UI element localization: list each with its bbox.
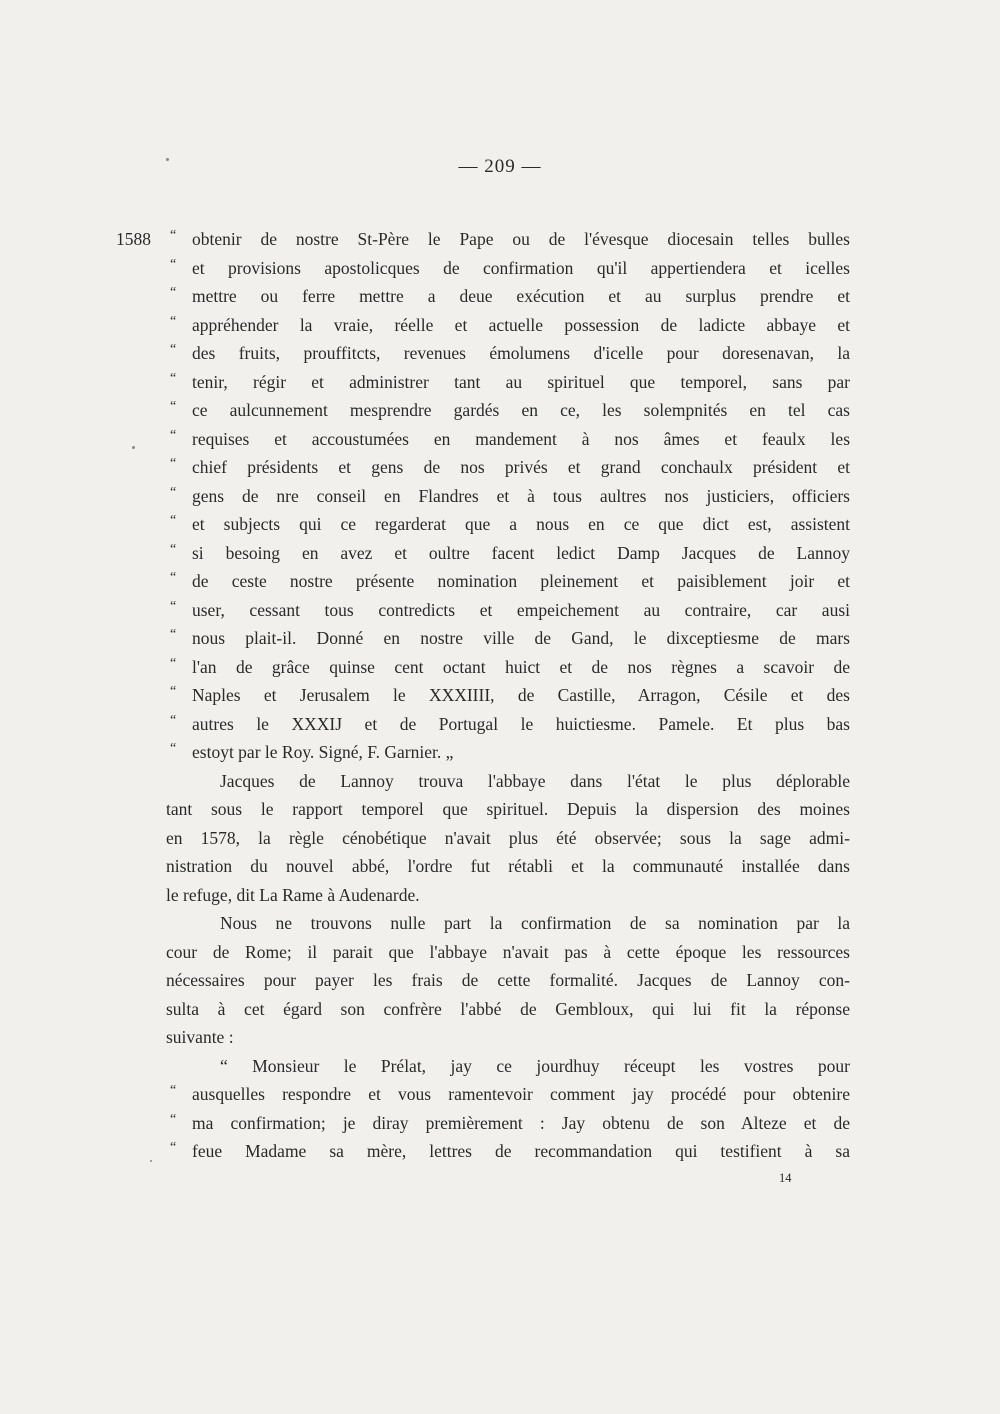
signature-mark: 14 [779,1171,792,1185]
text-line: “ et subjects qui ce regarderat que a nous en ce que dict est, assistent [166,510,850,539]
text-line: suivante : [166,1027,234,1047]
page-number: — 209 — [458,156,542,177]
text-line: nécessaires pour payer les frais de cette formalité. Jacques de Lannoy con- [166,970,850,990]
text-line: “ Naples et Jerusalem le XXXIIII, de Castille, Arragon, Césile et des [166,681,850,710]
text-line: Nous ne trouvons nulle part la confirmation de sa nomination par la [220,913,850,933]
text-line: “ ausquelles respondre et vous ramentevoir comment jay procédé pour obtenire [166,1080,850,1109]
text-line: “ estoyt par le Roy. Signé, F. Garnier. „ [166,738,850,767]
paper-speck [150,1160,152,1162]
text-line: “ appréhender la vraie, réelle et actuelle possession de ladicte abbaye et [166,311,850,340]
text-line: “ Monsieur le Prélat, jay ce jourdhuy réceupt les vostres pour [220,1055,850,1076]
text-line: “ obtenir de nostre St-Père le Pape ou de l'évesque diocesain telles bulles [166,225,850,254]
text-line: “ nous plait-il. Donné en nostre ville de Gand, le dixceptiesme de mars [166,624,850,653]
text-line: “ si besoing en avez et oultre facent ledict Damp Jacques de Lannoy [166,539,850,568]
text-line: en 1578, la règle cénobétique n'avait plus été observée; sous la sage admi- [166,827,850,848]
text-line: “ mettre ou ferre mettre a deue exécution et au surplus prendre et [166,282,850,311]
text-line: sulta à cet égard son confrère l'abbé de Gembloux, qui lui fit la réponse [166,998,850,1019]
text-line: Jacques de Lannoy trouva l'abbaye dans l'état le plus déplorable [220,770,850,791]
text-line: “ ma confirmation; je diray premièrement : Jay obtenu de son Alteze et de [166,1109,850,1138]
text-line: “ autres le XXXIJ et de Portugal le huictiesme. Pamele. Et plus bas [166,710,850,739]
text-line: “ feue Madame sa mère, lettres de recommandation qui testifient à sa [166,1137,850,1166]
text-line: “ user, cessant tous contredicts et empeichement au contraire, car ausi [166,596,850,625]
text-line: “ requises et accoustumées en mandement à nos âmes et feaulx les [166,425,850,454]
body-text [166,225,850,1166]
text-line: “ tenir, régir et administrer tant au spirituel que temporel, sans par [166,368,850,397]
text-line: “ gens de nre conseil en Flandres et à tous aultres nos justiciers, officiers [166,482,850,511]
paper-speck [132,446,135,449]
text-line: “ ce aulcunnement mesprendre gardés en ce, les solempnités en tel cas [166,396,850,425]
text-line: “ et provisions apostolicques de confirmation qu'il appertiendera et icelles [166,254,850,283]
text-line: nistration du nouvel abbé, l'ordre fut rétabli et la communauté installée dans [166,856,850,876]
text-line: “ de ceste nostre présente nomination pleinement et paisiblement joir et [166,567,850,596]
text-line: “ l'an de grâce quinse cent octant huict et de nos règnes a scavoir de [166,653,850,682]
margin-year: 1588 [116,229,151,249]
text-line: le refuge, dit La Rame à Audenarde. [166,884,420,905]
paper-speck [166,158,169,161]
text-line: “ des fruits, prouffitcts, revenues émolumens d'icelle pour doresenavan, la [166,339,850,368]
text-line: cour de Rome; il parait que l'abbaye n'avait pas à cette époque les ressources [166,941,850,962]
text-line: tant sous le rapport temporel que spirituel. Depuis la dispersion des moines [166,799,850,819]
text-line: “ chief présidents et gens de nos privés et grand conchaulx président et [166,453,850,482]
